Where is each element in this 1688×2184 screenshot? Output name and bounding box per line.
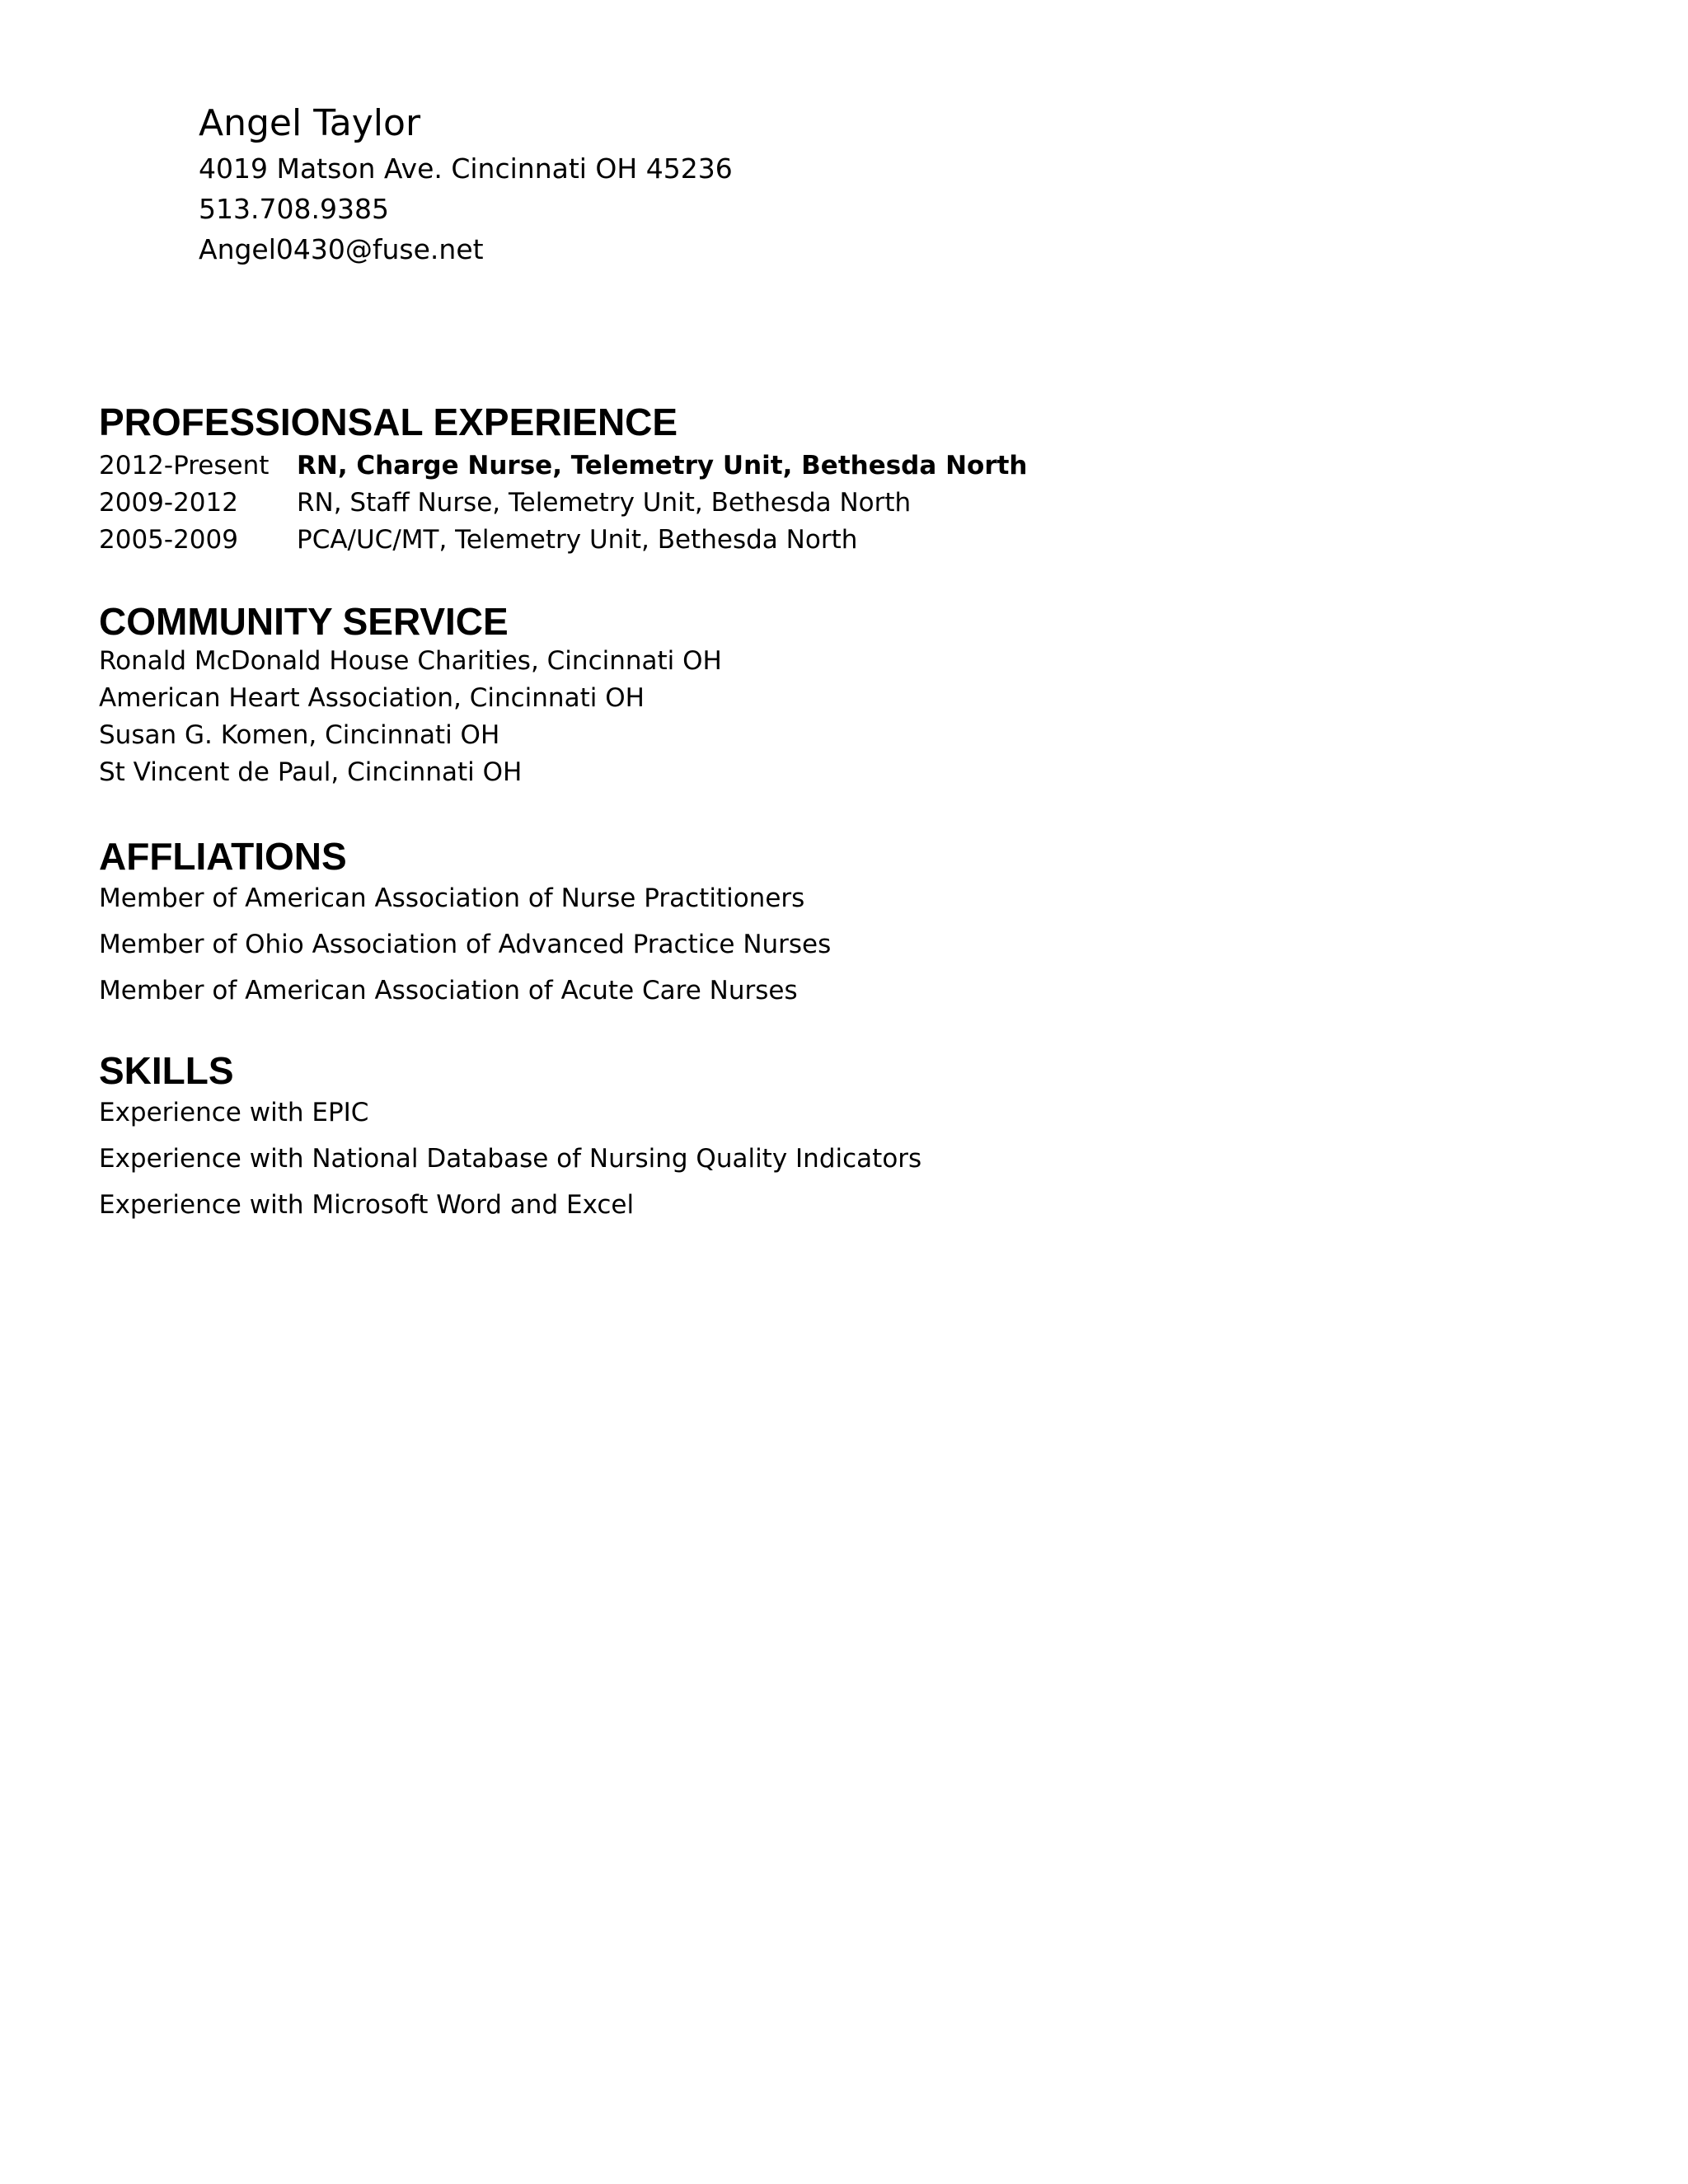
community-section (99, 600, 722, 791)
experience-heading: PROFESSIONSAL EXPERIENCE (99, 401, 678, 443)
candidate-name: Angel Taylor (199, 102, 421, 144)
experience-entry (99, 448, 1028, 485)
contact-header (199, 99, 733, 269)
affiliations-heading: AFFLIATIONS (99, 835, 347, 878)
experience-title: RN, Staff Nurse, Telemetry Unit, Bethesda North (297, 488, 912, 518)
email-address: Angel0430@fuse.net (199, 233, 484, 265)
experience-years: 2009-2012 (99, 488, 238, 518)
affiliation-item: Member of American Association of Nurse Practitioners (99, 883, 805, 913)
experience-years: 2005-2009 (99, 525, 238, 555)
affiliations-section (99, 835, 831, 1014)
community-heading: COMMUNITY SERVICE (99, 600, 509, 643)
skills-heading: SKILLS (99, 1049, 234, 1092)
affiliation-item: Member of Ohio Association of Advanced Practice Nurses (99, 930, 832, 959)
community-item: Susan G. Komen, Cincinnati OH (99, 720, 500, 750)
skill-item: Experience with Microsoft Word and Excel (99, 1190, 635, 1220)
experience-years: 2012-Present (99, 451, 270, 480)
skill-item: Experience with EPIC (99, 1098, 369, 1127)
skills-section (99, 1049, 921, 1228)
experience-entry (99, 522, 1028, 559)
experience-title: PCA/UC/MT, Telemetry Unit, Bethesda North (297, 525, 858, 555)
community-item: St Vincent de Paul, Cincinnati OH (99, 757, 523, 787)
community-item: American Heart Association, Cincinnati OH (99, 683, 645, 713)
skill-item: Experience with National Database of Nursing Quality Indicators (99, 1144, 922, 1174)
experience-entry (99, 485, 1028, 522)
address-line: 4019 Matson Ave. Cincinnati OH 45236 (199, 152, 733, 185)
experience-section (99, 401, 1028, 559)
experience-title: RN, Charge Nurse, Telemetry Unit, Bethesda North (297, 451, 1028, 480)
community-item: Ronald McDonald House Charities, Cincinnati OH (99, 646, 722, 676)
affiliation-item: Member of American Association of Acute Care Nurses (99, 976, 798, 1005)
phone-number: 513.708.9385 (199, 193, 389, 225)
